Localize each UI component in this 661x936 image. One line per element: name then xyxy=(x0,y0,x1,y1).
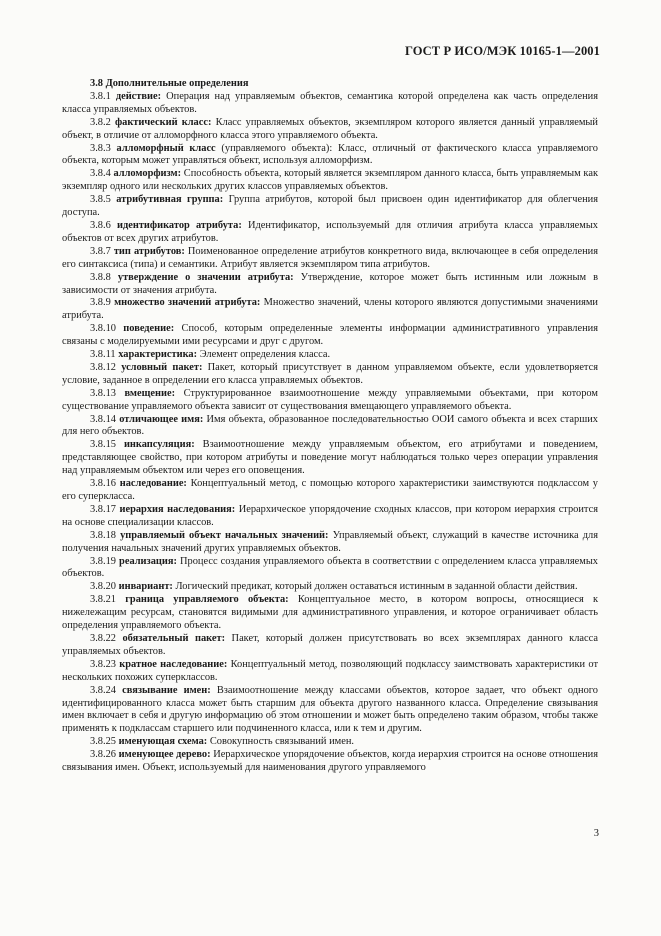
definition-number: 3.8.5 xyxy=(90,194,111,206)
definition-entry xyxy=(62,685,598,737)
definition-text: Множество значений, члены которого являются допустимыми значениями атрибута. xyxy=(62,297,598,322)
definition-number: 3.8.4 xyxy=(90,168,111,180)
definition-entry xyxy=(62,194,598,220)
definition-entry xyxy=(62,246,598,272)
definition-number: 3.8.21 xyxy=(90,594,116,606)
definition-term: тип атрибутов: xyxy=(113,245,185,257)
definition-term: идентификатор атрибута: xyxy=(116,219,242,231)
document-body xyxy=(62,78,598,775)
definition-number: 3.8.22 xyxy=(90,632,116,644)
definition-number: 3.8.13 xyxy=(90,387,116,399)
section-title: 3.8 Дополнительные определения xyxy=(90,78,249,89)
definition-term: обязательный пакет: xyxy=(122,632,226,644)
document-header: ГОСТ Р ИСО/МЭК 10165-1—2001 xyxy=(404,44,600,58)
definition-text: Концептуальный метод, позволяющий подклассу заимствовать характеристики от нескольких похожих суперклассов. xyxy=(62,658,598,683)
definition-term: вмещение: xyxy=(124,387,176,399)
definition-text: Концептуальное место, в котором вопросы, относящиеся к нижележащим ресурсам, становятся видимыми для административного управления, и которое ограничивает область определения управляемого объекта. xyxy=(62,594,599,632)
definition-term: поведение: xyxy=(123,323,175,335)
definition-number: 3.8.15 xyxy=(90,439,116,451)
definition-number: 3.8.8 xyxy=(90,271,111,283)
definition-number: 3.8.10 xyxy=(90,323,116,335)
definition-text: Совокупность связываний имен. xyxy=(207,736,354,748)
definition-term: алломорфный класс xyxy=(116,142,216,154)
definition-text: Группа атрибутов, которой был присвоен один идентификатор для облегчения доступа. xyxy=(62,194,598,219)
definition-term: отличающее имя: xyxy=(119,413,204,425)
definition-number: 3.8.23 xyxy=(90,658,116,670)
definition-term: наследование: xyxy=(119,478,187,490)
definition-text: Управляемый объект, служащий в качестве источника для получения начальных значений других управляемых объектов. xyxy=(62,529,598,554)
definition-entry xyxy=(62,362,598,388)
definition-term: управляемый объект начальных значений: xyxy=(120,529,329,541)
definition-text: Способность объекта, который является экземпляром данного класса, быть управляемым как экземпляр одного или нескольких других классов управляемых объектов. xyxy=(62,168,598,193)
definition-text: Процесс создания управляемого объекта в соответствии с определением класса управляемых объектов. xyxy=(62,555,598,580)
definition-text: Способ, которым определенные элементы информации административного управления связаны с моделируемыми ими ресурсами и друг с другом. xyxy=(62,323,598,348)
definition-entry xyxy=(62,414,598,440)
definition-entry xyxy=(62,272,598,298)
definition-entry xyxy=(62,749,598,775)
definition-text: Иерархическое упорядочение сходных классов, при котором иерархия строится на основе специализации классов. xyxy=(62,503,598,528)
definition-text: Утверждение, которое может быть истинным или ложным в зависимости от значения атрибута. xyxy=(62,271,598,296)
definition-text: (управляемого объекта): Класс, отличный от фактического класса управляемого объекта, которым может управляться объект, используя алломорфизм. xyxy=(62,142,598,167)
definition-entry xyxy=(62,323,598,349)
definition-text: Пакет, который присутствует в данном управляемом объекте, если удовлетворяется условие, заданное в определении его класса управляемых объектов. xyxy=(62,361,598,386)
definition-term: атрибутивная группа: xyxy=(116,194,224,206)
definition-text: Элемент определения класса. xyxy=(197,349,331,361)
definition-number: 3.8.3 xyxy=(90,142,111,154)
definition-term: множество значений атрибута: xyxy=(114,297,261,309)
definition-number: 3.8.9 xyxy=(90,297,111,309)
definition-entry xyxy=(62,297,598,323)
definition-number: 3.8.17 xyxy=(90,503,116,515)
definition-entry xyxy=(62,659,598,685)
definition-text: Структурированное взаимоотношение между управляемыми объектами, при котором существование управляемого объекта зависит от существования вмещающего управляемого объекта. xyxy=(62,387,598,412)
definition-number: 3.8.14 xyxy=(90,413,116,425)
definition-text: Взаимоотношение между классами объектов, которое задает, что объект одного идентифицированного класса может быть старшим для объекта другого названного класса. Определение связывания имен включает в себя и другую информацию об этом отношении и может быть определено таким образом, чтобы также применять к подклассам старшего или подчиненного класса, или к тем и другим. xyxy=(62,684,598,735)
definition-entry xyxy=(62,143,598,169)
definition-text: Концептуальный метод, с помощью которого характеристики заимствуются подклассом у его суперкласса. xyxy=(62,478,598,502)
definition-number: 3.8.26 xyxy=(90,749,116,761)
definition-text: Взаимоотношение между управляемым объектом, его атрибутами и поведением, представляющее свойство, при котором атрибуты и поведение могут наблюдаться только через операции управления над управляемым объектом или через его оповещения. xyxy=(62,439,598,477)
definition-term: инвариант: xyxy=(118,581,173,593)
definition-term: именующее дерево: xyxy=(118,749,211,761)
definition-text: Поименованное определение атрибутов конкретного вида, включающее в себя определения его синтаксиса (типа) и семантики. Атрибут является экземпляром типа атрибутов. xyxy=(62,245,598,270)
definition-entry xyxy=(62,581,598,594)
definition-term: условный пакет: xyxy=(121,361,203,373)
definition-entry xyxy=(62,556,598,582)
page-number: 3 xyxy=(593,828,599,839)
definition-number: 3.8.25 xyxy=(90,736,116,748)
definition-entry xyxy=(62,530,598,556)
definition-number: 3.8.7 xyxy=(90,245,111,257)
definition-number: 3.8.19 xyxy=(90,555,116,567)
definition-entry xyxy=(62,91,598,117)
definition-text: Иерархическое упорядочение объектов, когда иерархия строится на основе отношения связывания имен. Объект, используемый для наименования другого управляемого xyxy=(62,749,598,774)
definition-text: Логический предикат, который должен оставаться истинным в заданной области действия. xyxy=(172,581,578,593)
definition-entry xyxy=(62,478,598,504)
definition-entry xyxy=(62,168,598,194)
definition-entry xyxy=(62,633,598,659)
definition-term: утверждение о значении атрибута: xyxy=(117,271,294,283)
definition-term: алломорфизм: xyxy=(113,168,182,180)
definition-term: связывание имен: xyxy=(122,684,211,696)
definition-entry xyxy=(62,349,598,362)
definition-term: действие: xyxy=(115,90,162,102)
definition-number: 3.8.18 xyxy=(90,529,116,541)
definition-number: 3.8.6 xyxy=(90,219,111,231)
definition-entry xyxy=(62,220,598,246)
definition-term: иерархия наследования: xyxy=(119,503,236,515)
definition-term: именующая схема: xyxy=(118,736,208,748)
definition-term: граница управляемого объекта: xyxy=(125,594,289,606)
definition-text: Пакет, который должен присутствовать во всех экземплярах данного класса управляемых объектов. xyxy=(62,632,598,657)
definition-number: 3.8.1 xyxy=(90,90,111,102)
definition-term: кратное наследование: xyxy=(119,658,228,670)
definition-term: реализация: xyxy=(119,555,177,567)
definition-entry xyxy=(62,117,598,143)
definition-number: 3.8.2 xyxy=(90,116,111,128)
definition-entry xyxy=(62,388,598,414)
definition-term: фактический класс: xyxy=(114,116,212,128)
definition-number: 3.8.12 xyxy=(90,361,116,373)
definition-number: 3.8.20 xyxy=(90,581,116,593)
definition-entry xyxy=(62,439,598,478)
definition-number: 3.8.24 xyxy=(90,684,116,696)
definition-term: характеристика: xyxy=(118,349,198,361)
definitions-list xyxy=(62,91,598,775)
definition-text: Класс управляемых объектов, экземпляром которого является данный управляемый объект, в отличие от алломорфного класса этого управляемого объекта. xyxy=(62,116,598,141)
definition-text: Операция над управляемым объектов, семантика которой определена как часть определения класса управляемых объектов. xyxy=(62,90,598,115)
definition-term: инкапсуляция: xyxy=(123,439,195,451)
definition-number: 3.8.16 xyxy=(90,478,116,490)
definition-text: Идентификатор, используемый для отличия атрибута класса управляемых объектов от всех других атрибутов. xyxy=(62,219,598,244)
definition-entry xyxy=(62,594,598,633)
definition-number: 3.8.11 xyxy=(90,349,116,361)
definition-entry xyxy=(62,736,598,749)
definition-text: Имя объекта, образованное последовательностью ООИ самого объекта и всех старших для него объектов. xyxy=(62,413,598,438)
definition-entry xyxy=(62,504,598,530)
